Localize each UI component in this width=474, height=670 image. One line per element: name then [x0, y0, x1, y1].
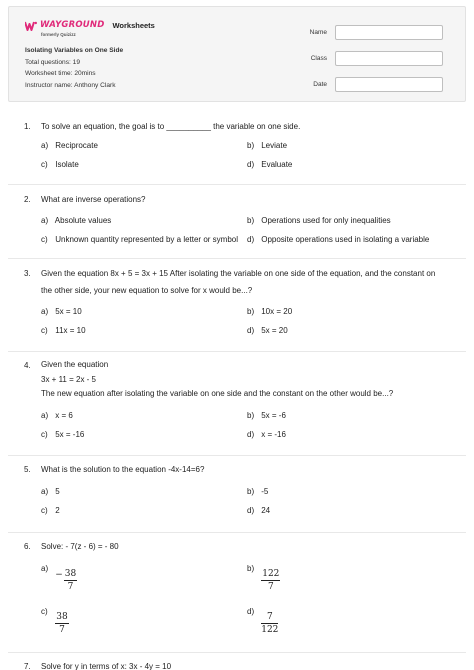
option-text: Leviate — [261, 141, 288, 150]
option-text: x = 6 — [55, 410, 73, 420]
divider — [8, 184, 466, 185]
stem-line: Solve for y in terms of x: 3x - 4y = 10 — [41, 662, 172, 670]
option-d[interactable] — [247, 160, 292, 169]
brand-subtitle: formerly Quizizz — [41, 32, 76, 37]
options — [41, 555, 454, 655]
option-letter: d) — [247, 429, 255, 439]
option-letter: b) — [247, 487, 255, 496]
divider — [8, 455, 466, 456]
question-2 — [24, 191, 454, 248]
option-letter: b) — [247, 564, 255, 573]
option-b[interactable] — [247, 487, 268, 496]
option-b[interactable] — [247, 216, 391, 225]
name-label: Name — [309, 28, 327, 36]
fraction — [261, 568, 280, 593]
option-letter: d) — [247, 326, 255, 335]
instructor-name: Instructor name: Anthony Clark — [25, 81, 116, 89]
question-number: 7. — [24, 662, 31, 670]
option-letter: b) — [247, 307, 255, 316]
numerator: 122 — [262, 569, 280, 579]
question-1 — [24, 118, 454, 175]
options — [41, 478, 454, 518]
option-letter: b) — [247, 410, 255, 420]
question-stem — [41, 538, 454, 555]
options — [41, 402, 454, 442]
option-text: 11x = 10 — [55, 326, 86, 335]
denominator: 7 — [59, 625, 65, 635]
option-letter: d) — [247, 235, 255, 244]
brand-title: Worksheets — [112, 21, 155, 30]
option-text: 5x = 20 — [261, 326, 288, 335]
option-text: 2 — [55, 506, 60, 515]
numerator: 38 — [56, 612, 68, 622]
question-4 — [24, 358, 454, 442]
brand-name: WAYGROUND — [40, 19, 105, 30]
options — [41, 299, 454, 339]
question-number: 2. — [24, 195, 31, 204]
option-text: 5x = 10 — [55, 307, 82, 316]
option-text: Opposite operations used in isolating a variable — [261, 235, 430, 244]
wayground-logo-icon — [25, 21, 37, 31]
fraction — [55, 611, 68, 636]
option-b[interactable] — [247, 411, 286, 420]
denominator: 122 — [261, 625, 279, 635]
option-letter: a) — [41, 410, 49, 420]
option-letter: c) — [41, 607, 48, 616]
option-letter: b) — [247, 216, 255, 225]
question-stem — [41, 658, 454, 670]
option-b[interactable] — [247, 141, 287, 150]
option-letter: a) — [41, 307, 49, 316]
option-c[interactable] — [41, 607, 69, 636]
option-text: 5x = -16 — [55, 429, 85, 439]
option-letter: b) — [247, 141, 255, 150]
option-text: 5x = -6 — [261, 410, 286, 420]
option-b[interactable] — [247, 307, 292, 316]
option-text: x = -16 — [261, 429, 286, 439]
question-number: 4. — [24, 361, 31, 370]
numerator: 38 — [64, 569, 77, 579]
option-a[interactable] — [41, 141, 98, 150]
question-6 — [24, 538, 454, 655]
options — [41, 135, 454, 175]
question-stem — [41, 191, 454, 208]
option-c[interactable] — [41, 160, 79, 169]
option-letter: c) — [41, 326, 48, 335]
stem-line: Given the equation — [41, 360, 109, 369]
total-questions: Total questions: 19 — [25, 58, 80, 66]
option-text: Unknown quantity represented by a letter or symbol — [55, 235, 238, 244]
option-c[interactable] — [41, 506, 60, 515]
option-text: Absolute values — [54, 216, 112, 225]
option-text: Evaluate — [261, 160, 293, 169]
denominator: 7 — [267, 582, 274, 592]
divider — [8, 351, 466, 352]
option-letter: a) — [41, 141, 49, 150]
option-letter: c) — [41, 429, 48, 439]
option-letter: a) — [41, 216, 49, 225]
option-d[interactable] — [247, 430, 286, 439]
stem-line: 3x + 11 = 2x - 5 — [41, 374, 96, 384]
option-d[interactable] — [247, 506, 270, 515]
worksheet-meta — [25, 45, 123, 91]
denominator: 7 — [67, 582, 74, 592]
options — [41, 208, 454, 248]
worksheet-title: Isolating Variables on One Side — [25, 47, 124, 54]
option-text: Isolate — [55, 160, 79, 169]
option-text: 24 — [261, 506, 271, 515]
stem-line: What are inverse operations? — [41, 195, 146, 204]
worksheet-header — [8, 6, 466, 102]
option-d[interactable] — [247, 326, 288, 335]
question-stem — [41, 118, 454, 135]
stem-line: Given the equation 8x + 5 = 3x + 15 After isolating the variable on one side of the equation, and the constant on — [41, 269, 436, 278]
question-7 — [24, 658, 454, 670]
brand — [25, 19, 155, 37]
question-number: 6. — [24, 542, 31, 551]
option-d[interactable] — [247, 235, 429, 244]
divider — [8, 532, 466, 533]
question-stem — [41, 265, 454, 299]
option-a[interactable] — [41, 411, 73, 420]
option-letter: c) — [41, 160, 48, 169]
option-letter: c) — [41, 506, 48, 515]
option-letter: c) — [41, 235, 48, 244]
option-text: Operations used for only inequalities — [261, 216, 391, 225]
stem-line: The new equation after isolating the variable on one side and the constant on the other would be...? — [41, 389, 394, 398]
divider — [8, 258, 466, 259]
name-input[interactable] — [335, 25, 443, 40]
question-number: 5. — [24, 465, 31, 474]
option-c[interactable] — [41, 430, 84, 439]
question-number: 3. — [24, 269, 31, 278]
divider — [8, 652, 466, 653]
question-3 — [24, 265, 454, 339]
stem-line: What is the solution to the equation -4x-14=6? — [41, 465, 205, 474]
question-stem — [41, 461, 454, 478]
name-field-row — [310, 23, 443, 41]
option-letter: a) — [41, 564, 49, 573]
question-stem — [41, 358, 454, 402]
stem-line: the other side, your new equation to solve for x would be...? — [41, 286, 253, 295]
stem-line: To solve an equation, the goal is to __________ the variable on one side. — [41, 122, 301, 131]
option-c[interactable] — [41, 326, 86, 335]
option-text: Reciprocate — [55, 141, 98, 150]
question-number: 1. — [24, 122, 31, 131]
date-input[interactable] — [335, 77, 443, 92]
option-text: -5 — [261, 487, 269, 496]
option-letter: d) — [247, 506, 255, 515]
option-text: 5 — [55, 487, 60, 496]
option-a[interactable] — [41, 487, 60, 496]
option-b[interactable] — [247, 564, 280, 593]
date-field-row — [310, 75, 443, 93]
worksheet-time: Worksheet time: 20mins — [25, 70, 96, 77]
class-field-row — [310, 49, 443, 67]
option-a[interactable] — [41, 307, 82, 316]
fraction — [261, 611, 278, 636]
date-label: Date — [313, 80, 327, 88]
minus-sign: − — [55, 570, 63, 580]
option-a[interactable] — [41, 564, 77, 593]
option-a[interactable] — [41, 216, 111, 225]
student-fields — [310, 23, 443, 101]
option-c[interactable] — [41, 235, 238, 244]
fraction — [64, 568, 77, 593]
question-5 — [24, 461, 454, 518]
option-d[interactable] — [247, 607, 278, 636]
option-letter: a) — [41, 487, 49, 496]
stem-line: Solve: - 7(z - 6) = - 80 — [41, 542, 119, 551]
option-text: 10x = 20 — [261, 307, 293, 316]
numerator: 7 — [261, 611, 278, 624]
class-label: Class — [310, 54, 327, 62]
option-letter: d) — [247, 607, 255, 616]
class-input[interactable] — [335, 51, 443, 66]
option-letter: d) — [247, 160, 255, 169]
